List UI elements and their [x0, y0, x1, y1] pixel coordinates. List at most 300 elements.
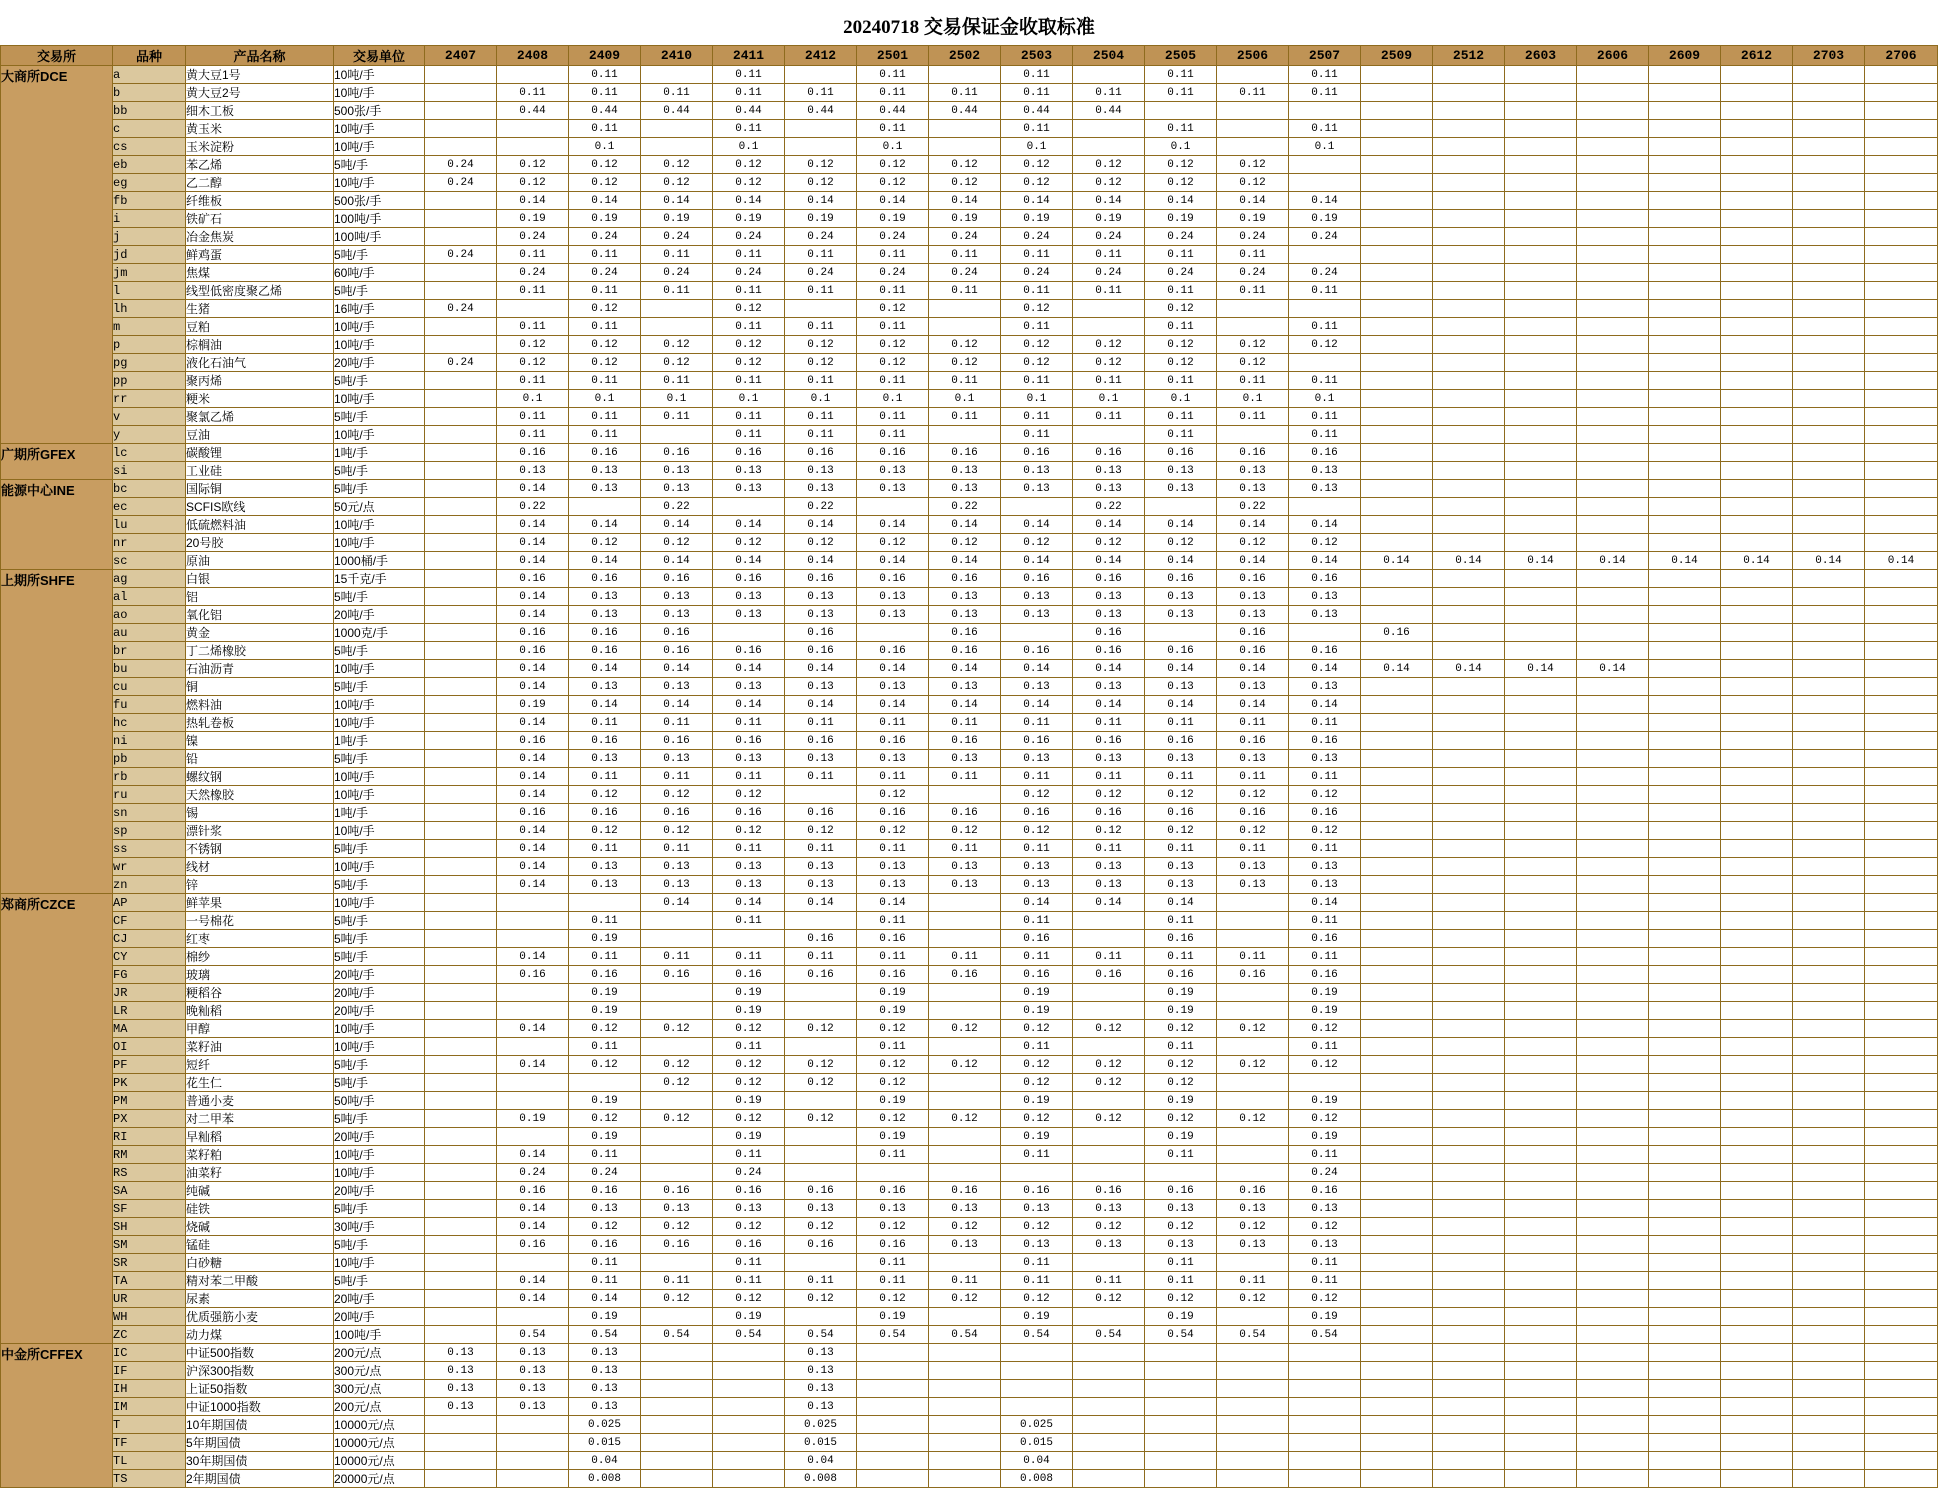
margin-value-cell[interactable]	[1649, 426, 1721, 444]
margin-value-cell[interactable]: 0.1	[569, 390, 641, 408]
code-cell[interactable]: T	[113, 1416, 186, 1434]
margin-value-cell[interactable]	[1361, 732, 1433, 750]
margin-value-cell[interactable]: 0.19	[785, 210, 857, 228]
margin-value-cell[interactable]	[1433, 1290, 1505, 1308]
margin-value-cell[interactable]: 0.13	[929, 858, 1001, 876]
margin-value-cell[interactable]: 0.24	[425, 174, 497, 192]
margin-value-cell[interactable]: 0.16	[929, 966, 1001, 984]
margin-value-cell[interactable]: 0.13	[785, 462, 857, 480]
margin-value-cell[interactable]	[1865, 480, 1938, 498]
margin-value-cell[interactable]	[425, 264, 497, 282]
margin-value-cell[interactable]	[1073, 1254, 1145, 1272]
code-cell[interactable]: CF	[113, 912, 186, 930]
margin-value-cell[interactable]: 0.12	[497, 336, 569, 354]
margin-value-cell[interactable]: 0.16	[1001, 444, 1073, 462]
margin-value-cell[interactable]	[425, 426, 497, 444]
margin-value-cell[interactable]	[1217, 1038, 1289, 1056]
margin-value-cell[interactable]: 0.11	[857, 408, 929, 426]
margin-value-cell[interactable]: 0.12	[1001, 156, 1073, 174]
product-name-cell[interactable]: 焦煤	[186, 264, 334, 282]
margin-value-cell[interactable]	[1433, 516, 1505, 534]
margin-value-cell[interactable]	[1577, 408, 1649, 426]
margin-value-cell[interactable]	[641, 1470, 713, 1488]
margin-value-cell[interactable]: 0.11	[1073, 840, 1145, 858]
margin-value-cell[interactable]	[1865, 930, 1938, 948]
code-cell[interactable]: rr	[113, 390, 186, 408]
margin-value-cell[interactable]: 0.11	[857, 1146, 929, 1164]
margin-value-cell[interactable]	[1577, 804, 1649, 822]
product-name-cell[interactable]: 天然橡胶	[186, 786, 334, 804]
margin-value-cell[interactable]	[1361, 408, 1433, 426]
margin-value-cell[interactable]: 0.14	[641, 552, 713, 570]
margin-value-cell[interactable]	[497, 1452, 569, 1470]
margin-value-cell[interactable]: 0.11	[785, 948, 857, 966]
margin-value-cell[interactable]: 0.12	[857, 1290, 929, 1308]
unit-cell[interactable]: 10吨/手	[334, 390, 425, 408]
margin-value-cell[interactable]	[641, 1038, 713, 1056]
margin-value-cell[interactable]	[1505, 570, 1577, 588]
unit-cell[interactable]: 10吨/手	[334, 120, 425, 138]
margin-value-cell[interactable]: 0.13	[713, 1200, 785, 1218]
margin-value-cell[interactable]	[1361, 678, 1433, 696]
margin-value-cell[interactable]	[1649, 264, 1721, 282]
margin-value-cell[interactable]: 0.16	[641, 642, 713, 660]
margin-value-cell[interactable]: 0.14	[1433, 552, 1505, 570]
margin-value-cell[interactable]	[1505, 912, 1577, 930]
margin-value-cell[interactable]	[1505, 192, 1577, 210]
margin-value-cell[interactable]: 0.44	[857, 102, 929, 120]
margin-value-cell[interactable]: 0.11	[1001, 714, 1073, 732]
margin-value-cell[interactable]	[1865, 516, 1938, 534]
margin-value-cell[interactable]	[1001, 498, 1073, 516]
margin-value-cell[interactable]	[1361, 1362, 1433, 1380]
margin-value-cell[interactable]	[1721, 804, 1793, 822]
margin-value-cell[interactable]	[1505, 84, 1577, 102]
code-cell[interactable]: al	[113, 588, 186, 606]
margin-value-cell[interactable]	[1577, 1146, 1649, 1164]
margin-value-cell[interactable]: 0.13	[1073, 588, 1145, 606]
margin-value-cell[interactable]: 0.12	[785, 1218, 857, 1236]
margin-value-cell[interactable]	[1793, 1056, 1865, 1074]
margin-value-cell[interactable]: 0.14	[1577, 552, 1649, 570]
margin-value-cell[interactable]	[1433, 1344, 1505, 1362]
margin-value-cell[interactable]	[1649, 948, 1721, 966]
code-cell[interactable]: sn	[113, 804, 186, 822]
product-name-cell[interactable]: 锡	[186, 804, 334, 822]
margin-value-cell[interactable]: 0.12	[641, 174, 713, 192]
margin-value-cell[interactable]	[1289, 1470, 1361, 1488]
product-name-cell[interactable]: 铅	[186, 750, 334, 768]
margin-value-cell[interactable]	[1793, 822, 1865, 840]
margin-value-cell[interactable]	[1793, 1236, 1865, 1254]
unit-cell[interactable]: 20吨/手	[334, 966, 425, 984]
margin-value-cell[interactable]: 0.19	[569, 1092, 641, 1110]
margin-value-cell[interactable]	[1649, 1128, 1721, 1146]
margin-value-cell[interactable]: 0.11	[1289, 84, 1361, 102]
margin-value-cell[interactable]	[425, 1254, 497, 1272]
margin-value-cell[interactable]: 0.13	[713, 480, 785, 498]
product-name-cell[interactable]: 优质强筋小麦	[186, 1308, 334, 1326]
margin-value-cell[interactable]: 0.13	[1217, 480, 1289, 498]
margin-value-cell[interactable]	[1721, 588, 1793, 606]
margin-value-cell[interactable]	[1649, 516, 1721, 534]
margin-value-cell[interactable]: 0.11	[641, 768, 713, 786]
margin-value-cell[interactable]	[497, 912, 569, 930]
margin-value-cell[interactable]: 0.14	[1073, 552, 1145, 570]
margin-value-cell[interactable]: 0.13	[1073, 1200, 1145, 1218]
margin-value-cell[interactable]	[641, 1434, 713, 1452]
margin-value-cell[interactable]	[1361, 912, 1433, 930]
margin-value-cell[interactable]	[1793, 1146, 1865, 1164]
margin-value-cell[interactable]: 0.24	[425, 246, 497, 264]
margin-value-cell[interactable]	[1217, 1380, 1289, 1398]
margin-value-cell[interactable]	[857, 1434, 929, 1452]
margin-value-cell[interactable]: 0.14	[785, 552, 857, 570]
margin-value-cell[interactable]: 0.16	[929, 624, 1001, 642]
margin-value-cell[interactable]: 0.24	[425, 156, 497, 174]
margin-value-cell[interactable]: 0.16	[1001, 570, 1073, 588]
margin-value-cell[interactable]: 0.54	[1217, 1326, 1289, 1344]
margin-value-cell[interactable]	[713, 1380, 785, 1398]
margin-value-cell[interactable]: 0.14	[785, 516, 857, 534]
margin-value-cell[interactable]: 0.13	[641, 606, 713, 624]
margin-value-cell[interactable]: 0.12	[1217, 822, 1289, 840]
margin-value-cell[interactable]	[1721, 138, 1793, 156]
margin-value-cell[interactable]: 0.16	[497, 1236, 569, 1254]
margin-value-cell[interactable]	[1577, 174, 1649, 192]
margin-value-cell[interactable]	[1217, 1398, 1289, 1416]
margin-value-cell[interactable]: 0.12	[929, 1290, 1001, 1308]
product-name-cell[interactable]: 烧碱	[186, 1218, 334, 1236]
margin-value-cell[interactable]	[641, 138, 713, 156]
margin-value-cell[interactable]: 0.16	[1145, 444, 1217, 462]
margin-value-cell[interactable]: 0.13	[497, 1344, 569, 1362]
margin-value-cell[interactable]	[1793, 786, 1865, 804]
margin-value-cell[interactable]	[1505, 66, 1577, 84]
margin-value-cell[interactable]	[1217, 894, 1289, 912]
margin-value-cell[interactable]	[1577, 1362, 1649, 1380]
margin-value-cell[interactable]	[1793, 570, 1865, 588]
margin-value-cell[interactable]: 0.54	[1289, 1326, 1361, 1344]
margin-value-cell[interactable]	[1073, 1308, 1145, 1326]
margin-value-cell[interactable]	[785, 1146, 857, 1164]
margin-value-cell[interactable]: 0.16	[857, 966, 929, 984]
margin-value-cell[interactable]	[1361, 174, 1433, 192]
margin-value-cell[interactable]	[1433, 714, 1505, 732]
margin-value-cell[interactable]: 0.14	[497, 822, 569, 840]
margin-value-cell[interactable]	[1505, 1308, 1577, 1326]
margin-value-cell[interactable]	[1073, 1092, 1145, 1110]
margin-value-cell[interactable]	[929, 120, 1001, 138]
margin-value-cell[interactable]: 0.11	[641, 840, 713, 858]
code-cell[interactable]: c	[113, 120, 186, 138]
margin-value-cell[interactable]: 0.11	[785, 84, 857, 102]
margin-value-cell[interactable]: 0.13	[1145, 750, 1217, 768]
margin-value-cell[interactable]	[1073, 1164, 1145, 1182]
margin-value-cell[interactable]: 0.14	[641, 192, 713, 210]
margin-value-cell[interactable]: 0.16	[497, 1182, 569, 1200]
margin-value-cell[interactable]: 0.16	[713, 444, 785, 462]
margin-value-cell[interactable]	[425, 984, 497, 1002]
margin-value-cell[interactable]: 0.13	[857, 678, 929, 696]
margin-value-cell[interactable]	[785, 912, 857, 930]
margin-value-cell[interactable]: 0.13	[497, 462, 569, 480]
margin-value-cell[interactable]	[1001, 1164, 1073, 1182]
margin-value-cell[interactable]: 0.12	[1145, 1020, 1217, 1038]
product-name-cell[interactable]: 液化石油气	[186, 354, 334, 372]
margin-value-cell[interactable]	[1433, 1254, 1505, 1272]
margin-value-cell[interactable]: 0.12	[1217, 1110, 1289, 1128]
margin-value-cell[interactable]	[1649, 822, 1721, 840]
margin-value-cell[interactable]	[425, 696, 497, 714]
margin-value-cell[interactable]	[641, 1452, 713, 1470]
product-name-cell[interactable]: 粳稻谷	[186, 984, 334, 1002]
margin-value-cell[interactable]	[1361, 1020, 1433, 1038]
margin-value-cell[interactable]	[1145, 624, 1217, 642]
margin-value-cell[interactable]: 0.16	[569, 1236, 641, 1254]
margin-value-cell[interactable]	[1577, 696, 1649, 714]
margin-value-cell[interactable]: 0.13	[1217, 1200, 1289, 1218]
margin-value-cell[interactable]	[425, 1002, 497, 1020]
margin-value-cell[interactable]: 0.12	[497, 156, 569, 174]
margin-value-cell[interactable]	[1649, 1020, 1721, 1038]
product-name-cell[interactable]: 玻璃	[186, 966, 334, 984]
margin-value-cell[interactable]: 0.13	[929, 606, 1001, 624]
margin-value-cell[interactable]: 0.12	[569, 1020, 641, 1038]
margin-value-cell[interactable]: 0.24	[785, 264, 857, 282]
margin-value-cell[interactable]	[1865, 1056, 1938, 1074]
header-code[interactable]: 品种	[113, 46, 186, 66]
margin-value-cell[interactable]: 0.24	[1145, 264, 1217, 282]
margin-value-cell[interactable]: 0.13	[929, 480, 1001, 498]
margin-value-cell[interactable]: 0.14	[1289, 696, 1361, 714]
margin-value-cell[interactable]	[1505, 1326, 1577, 1344]
margin-value-cell[interactable]: 0.16	[857, 570, 929, 588]
margin-value-cell[interactable]	[1793, 1470, 1865, 1488]
margin-value-cell[interactable]: 0.16	[785, 1182, 857, 1200]
margin-value-cell[interactable]: 0.12	[1001, 1110, 1073, 1128]
margin-value-cell[interactable]	[1577, 120, 1649, 138]
margin-value-cell[interactable]: 0.19	[713, 1308, 785, 1326]
margin-value-cell[interactable]	[1361, 102, 1433, 120]
margin-value-cell[interactable]: 0.04	[1001, 1452, 1073, 1470]
margin-value-cell[interactable]	[1361, 1182, 1433, 1200]
margin-value-cell[interactable]	[1865, 786, 1938, 804]
margin-value-cell[interactable]: 0.16	[1001, 804, 1073, 822]
margin-value-cell[interactable]	[1649, 1398, 1721, 1416]
margin-value-cell[interactable]: 0.16	[1289, 570, 1361, 588]
margin-value-cell[interactable]	[1865, 588, 1938, 606]
margin-value-cell[interactable]: 0.14	[1649, 552, 1721, 570]
margin-value-cell[interactable]	[641, 912, 713, 930]
margin-value-cell[interactable]	[1361, 588, 1433, 606]
margin-value-cell[interactable]: 0.14	[497, 714, 569, 732]
margin-value-cell[interactable]	[1793, 300, 1865, 318]
margin-value-cell[interactable]	[1793, 66, 1865, 84]
margin-value-cell[interactable]	[1073, 1434, 1145, 1452]
margin-value-cell[interactable]: 0.14	[1217, 192, 1289, 210]
month-header[interactable]: 2408	[497, 46, 569, 66]
margin-value-cell[interactable]	[1217, 930, 1289, 948]
margin-value-cell[interactable]	[497, 1308, 569, 1326]
margin-value-cell[interactable]	[641, 1092, 713, 1110]
margin-value-cell[interactable]	[1361, 966, 1433, 984]
margin-value-cell[interactable]	[1793, 1290, 1865, 1308]
margin-value-cell[interactable]: 0.11	[1145, 408, 1217, 426]
margin-value-cell[interactable]: 0.12	[713, 822, 785, 840]
margin-value-cell[interactable]: 0.11	[857, 1254, 929, 1272]
margin-value-cell[interactable]: 0.14	[1361, 660, 1433, 678]
margin-value-cell[interactable]	[1361, 228, 1433, 246]
margin-value-cell[interactable]	[1433, 246, 1505, 264]
margin-value-cell[interactable]: 0.11	[497, 282, 569, 300]
margin-value-cell[interactable]	[1505, 120, 1577, 138]
code-cell[interactable]: pp	[113, 372, 186, 390]
margin-value-cell[interactable]	[1577, 1182, 1649, 1200]
margin-value-cell[interactable]: 0.16	[785, 624, 857, 642]
margin-value-cell[interactable]: 0.13	[1001, 480, 1073, 498]
margin-value-cell[interactable]: 0.16	[857, 732, 929, 750]
margin-value-cell[interactable]: 0.14	[1145, 660, 1217, 678]
margin-value-cell[interactable]	[1361, 282, 1433, 300]
margin-value-cell[interactable]: 0.12	[497, 354, 569, 372]
margin-value-cell[interactable]	[1649, 390, 1721, 408]
code-cell[interactable]: WH	[113, 1308, 186, 1326]
margin-value-cell[interactable]	[425, 552, 497, 570]
margin-value-cell[interactable]	[1865, 1326, 1938, 1344]
margin-value-cell[interactable]: 0.11	[1001, 426, 1073, 444]
margin-value-cell[interactable]: 0.12	[785, 534, 857, 552]
margin-value-cell[interactable]: 0.11	[1145, 84, 1217, 102]
margin-value-cell[interactable]	[1793, 84, 1865, 102]
margin-value-cell[interactable]: 0.16	[641, 624, 713, 642]
margin-value-cell[interactable]	[1289, 1380, 1361, 1398]
margin-value-cell[interactable]	[1217, 1164, 1289, 1182]
margin-value-cell[interactable]: 0.11	[641, 948, 713, 966]
margin-value-cell[interactable]	[1793, 1272, 1865, 1290]
margin-value-cell[interactable]: 0.16	[1145, 804, 1217, 822]
margin-value-cell[interactable]: 0.13	[641, 588, 713, 606]
margin-value-cell[interactable]: 0.54	[641, 1326, 713, 1344]
unit-cell[interactable]: 5吨/手	[334, 1272, 425, 1290]
margin-value-cell[interactable]	[1721, 696, 1793, 714]
margin-value-cell[interactable]: 0.13	[641, 462, 713, 480]
margin-value-cell[interactable]: 0.12	[713, 1218, 785, 1236]
margin-value-cell[interactable]	[713, 1416, 785, 1434]
margin-value-cell[interactable]	[1073, 426, 1145, 444]
margin-value-cell[interactable]	[1505, 138, 1577, 156]
margin-value-cell[interactable]	[1145, 1398, 1217, 1416]
margin-value-cell[interactable]	[1001, 624, 1073, 642]
margin-value-cell[interactable]: 0.13	[1145, 588, 1217, 606]
margin-value-cell[interactable]	[929, 1398, 1001, 1416]
product-name-cell[interactable]: 铜	[186, 678, 334, 696]
margin-value-cell[interactable]: 0.12	[1145, 354, 1217, 372]
code-cell[interactable]: l	[113, 282, 186, 300]
margin-value-cell[interactable]: 0.12	[785, 354, 857, 372]
month-header[interactable]: 2505	[1145, 46, 1217, 66]
margin-value-cell[interactable]: 0.13	[785, 1398, 857, 1416]
margin-value-cell[interactable]: 0.14	[713, 894, 785, 912]
margin-value-cell[interactable]	[1433, 1416, 1505, 1434]
margin-value-cell[interactable]	[1721, 480, 1793, 498]
margin-value-cell[interactable]: 0.11	[1001, 1254, 1073, 1272]
product-name-cell[interactable]: SCFIS欧线	[186, 498, 334, 516]
header-product-name[interactable]: 产品名称	[186, 46, 334, 66]
margin-value-cell[interactable]: 0.16	[641, 444, 713, 462]
margin-value-cell[interactable]	[425, 624, 497, 642]
margin-value-cell[interactable]	[1793, 984, 1865, 1002]
margin-value-cell[interactable]	[1433, 1380, 1505, 1398]
margin-value-cell[interactable]: 0.1	[1073, 390, 1145, 408]
margin-value-cell[interactable]: 0.14	[497, 786, 569, 804]
margin-value-cell[interactable]	[1649, 66, 1721, 84]
code-cell[interactable]: CY	[113, 948, 186, 966]
margin-value-cell[interactable]: 0.12	[641, 336, 713, 354]
code-cell[interactable]: PM	[113, 1092, 186, 1110]
margin-value-cell[interactable]: 0.12	[713, 1110, 785, 1128]
unit-cell[interactable]: 5吨/手	[334, 282, 425, 300]
margin-value-cell[interactable]: 0.16	[857, 930, 929, 948]
margin-value-cell[interactable]	[1361, 1056, 1433, 1074]
product-name-cell[interactable]: 油菜籽	[186, 1164, 334, 1182]
margin-value-cell[interactable]	[1505, 1416, 1577, 1434]
margin-value-cell[interactable]: 0.1	[713, 138, 785, 156]
code-cell[interactable]: jd	[113, 246, 186, 264]
margin-value-cell[interactable]: 0.14	[929, 192, 1001, 210]
margin-value-cell[interactable]: 0.19	[1145, 210, 1217, 228]
margin-value-cell[interactable]: 0.14	[497, 480, 569, 498]
margin-value-cell[interactable]	[1361, 858, 1433, 876]
margin-value-cell[interactable]: 0.24	[497, 264, 569, 282]
margin-value-cell[interactable]	[1793, 246, 1865, 264]
margin-value-cell[interactable]: 0.14	[641, 696, 713, 714]
margin-value-cell[interactable]: 0.16	[1001, 966, 1073, 984]
code-cell[interactable]: JR	[113, 984, 186, 1002]
margin-value-cell[interactable]: 0.12	[1001, 822, 1073, 840]
margin-value-cell[interactable]: 0.13	[1145, 876, 1217, 894]
margin-value-cell[interactable]	[1577, 1416, 1649, 1434]
margin-value-cell[interactable]	[1721, 264, 1793, 282]
margin-value-cell[interactable]: 0.24	[1289, 264, 1361, 282]
margin-value-cell[interactable]: 0.11	[929, 840, 1001, 858]
margin-value-cell[interactable]	[1865, 120, 1938, 138]
margin-value-cell[interactable]	[1649, 372, 1721, 390]
margin-value-cell[interactable]	[1361, 984, 1433, 1002]
margin-value-cell[interactable]	[1361, 1308, 1433, 1326]
margin-value-cell[interactable]: 0.14	[1001, 894, 1073, 912]
margin-value-cell[interactable]: 0.14	[1001, 192, 1073, 210]
margin-value-cell[interactable]: 0.12	[1289, 1110, 1361, 1128]
margin-value-cell[interactable]	[1361, 336, 1433, 354]
margin-value-cell[interactable]	[1505, 732, 1577, 750]
margin-value-cell[interactable]	[1721, 1020, 1793, 1038]
margin-value-cell[interactable]: 0.13	[785, 858, 857, 876]
margin-value-cell[interactable]	[425, 444, 497, 462]
margin-value-cell[interactable]	[1865, 696, 1938, 714]
margin-value-cell[interactable]: 0.13	[929, 876, 1001, 894]
unit-cell[interactable]: 10000元/点	[334, 1452, 425, 1470]
margin-value-cell[interactable]	[1505, 1182, 1577, 1200]
margin-value-cell[interactable]: 0.13	[785, 1362, 857, 1380]
margin-value-cell[interactable]: 0.11	[929, 768, 1001, 786]
margin-value-cell[interactable]: 0.12	[1073, 1074, 1145, 1092]
code-cell[interactable]: RI	[113, 1128, 186, 1146]
month-header[interactable]: 2502	[929, 46, 1001, 66]
margin-value-cell[interactable]	[1073, 930, 1145, 948]
margin-value-cell[interactable]	[1793, 264, 1865, 282]
margin-value-cell[interactable]	[1505, 858, 1577, 876]
